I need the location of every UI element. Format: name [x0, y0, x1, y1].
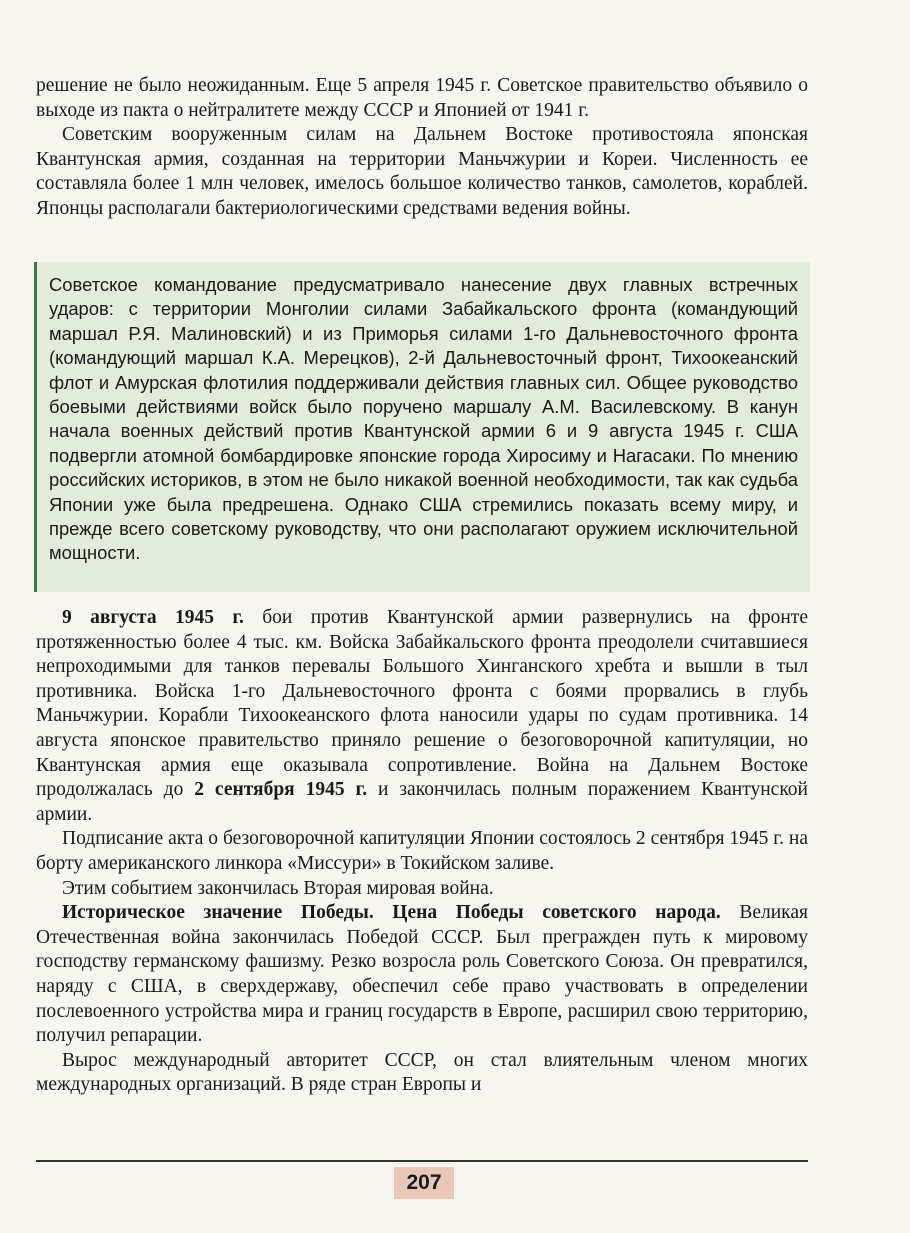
date-bold: 2 сентября 1945 г. — [194, 779, 368, 801]
highlight-text: Советское командование предусматривало нанесение двух главных встречных ударов: с территории Монголии силами Забайкальского фронта (командующий маршал Р.Я. Малиновский) и из Приморья силами 1-го Дальневосточного фронта (командующий маршал К.А. Мерецков), 2-й Дальневосточный фронт, Тихоокеанский флот и Амурская флотилия поддерживали действия главных сил. Общее руководство боевыми действиями войск было поручено маршалу А.М. Василевскому. В канун начала военных действий против Квантунской армии 6 и 9 августа 1945 г. США подвергли атомной бомбардировке японские города Хиросиму и Нагасаки. По мнению российских историков, в этом не было никакой военной необходимости, так как судьба Японии уже была предрешена. Однако США стремились показать всему миру, и прежде всего советскому руководству, что они располагают оружием исключительной мощности. — [49, 274, 798, 564]
paragraph-text: бои против Квантунской армии развернулись на фронте протяженностью более 4 тыс. км. Войска Забайкальского фронта преодолели считавшиеся непроходимыми для танков перевалы Большого Хинганского хребта и вышли в тыл противника. Войска 1-го Дальневосточного фронта с боями прорвались в глубь Маньчжурии. Корабли Тихоокеанского флота наносили удары по судам противника. 14 августа японское правительство приняло решение о безоговорочной капитуляции, но Квантунская армия еще оказывала сопротивление. Война на Дальнем Востоке продолжалась до — [36, 607, 808, 801]
footer-divider — [36, 1160, 808, 1162]
paragraph: Советским вооруженным силам на Дальнем Востоке противостояла японская Квантунская армия, созданная на территории Маньчжурии и Кореи. Численность ее составляла более 1 млн человек, имелось большое количество танков, самолетов, кораблей. Японцы располагали бактериологическими средствами ведения войны. — [36, 124, 808, 219]
paragraph — [36, 901, 808, 1049]
paragraph: Подписание акта о безоговорочной капитуляции Японии состоялось 2 сентября 1945 г. на борту американского линкора «Миссури» в Токийском заливе. — [36, 828, 808, 874]
paragraph: Вырос международный авторитет СССР, он стал влиятельным членом многих международных организаций. В ряде стран Европы и — [36, 1049, 808, 1096]
date-bold: 9 августа 1945 г. — [62, 607, 244, 628]
page-number: 207 — [394, 1167, 454, 1199]
paragraph-text: Великая Отечественная война закончилась Победой СССР. Был прегражден путь к мировому господству германскому фашизму. Резко возросла роль Советского Союза. Он превратился, наряду с США, в сверхдержаву, обеспечил себе право участвовать в определении послевоенного устройства мира и границ государств в Европе, расширил свою территорию, получил репарации. — [36, 902, 808, 1047]
paragraph-text: и закончилась полным поражением Квантунской армии. — [36, 779, 808, 825]
main-text — [36, 606, 808, 1098]
paragraph: решение не было неожиданным. Еще 5 апреля 1945 г. Советское правительство объявило о выходе из пакта о нейтралитете между СССР и Японией от 1941 г. — [36, 75, 808, 121]
highlight-box — [34, 262, 810, 592]
section-heading: Историческое значение Победы. Цена Победы советского народа. — [62, 902, 721, 924]
paragraph — [36, 606, 808, 827]
paragraph: Этим событием закончилась Вторая мировая война. — [62, 877, 494, 899]
intro-text — [36, 74, 808, 222]
